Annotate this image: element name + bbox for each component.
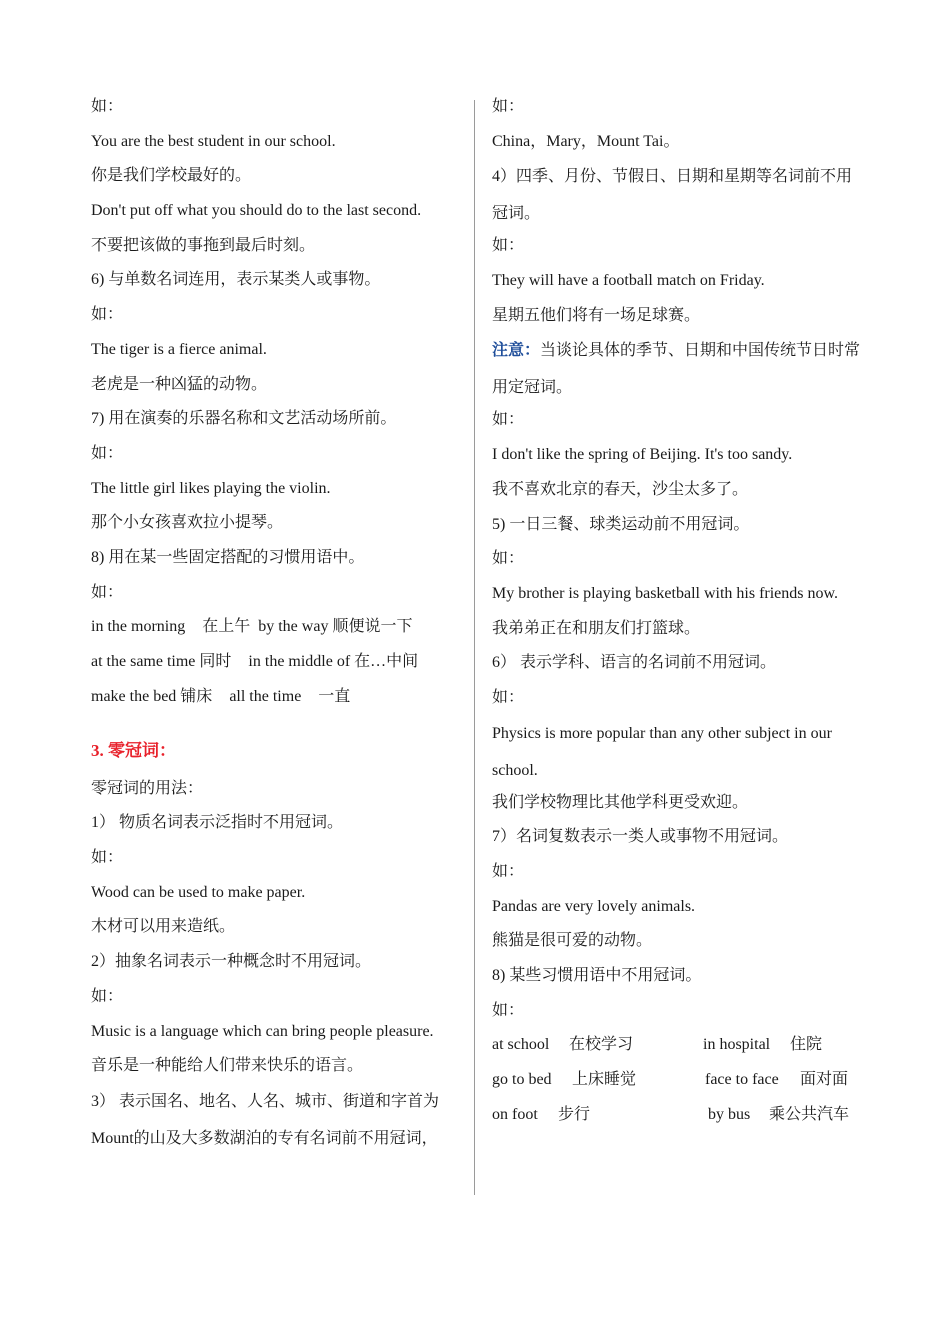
note bbox=[492, 332, 862, 406]
text-line: 如： bbox=[492, 237, 525, 255]
text-line: 8) 某些习惯用语中不用冠词。 bbox=[492, 967, 702, 985]
phrase-row bbox=[91, 652, 461, 672]
phrase: all the time bbox=[229, 687, 302, 705]
text-line: 不要把该做的事拖到最后时刻。 bbox=[91, 236, 316, 254]
phrase: in the middle of 在…中间 bbox=[248, 653, 419, 670]
text-line: 熊猫是很可爱的动物。 bbox=[492, 932, 653, 950]
phrase: face to face bbox=[705, 1071, 779, 1089]
text-line: Don't put off what you should do to the last second. bbox=[91, 202, 422, 220]
phrase-row bbox=[91, 687, 461, 707]
phrase-meaning: 在上午 bbox=[202, 618, 251, 636]
phrase: at the same time 同时 bbox=[91, 653, 232, 670]
phrase-meaning: 步行 bbox=[558, 1105, 591, 1123]
text-line: 1） 物质名词表示泛指时不用冠词。 bbox=[91, 814, 344, 832]
phrase-meaning: 在校学习 bbox=[569, 1036, 634, 1054]
left-column bbox=[91, 97, 461, 1161]
text-line: I don't like the spring of Beijing. It's too sandy. bbox=[492, 446, 793, 464]
text-line: The tiger is a fierce animal. bbox=[91, 340, 267, 358]
text-line: 我们学校物理比其他学科更受欢迎。 bbox=[492, 793, 749, 811]
text-line: The little girl likes playing the violin. bbox=[91, 479, 331, 497]
text-line: You are the best student in our school. bbox=[91, 132, 336, 150]
phrase-row bbox=[91, 617, 461, 637]
text-line: 如： bbox=[492, 688, 525, 706]
text-line: 7) 用在演奏的乐器名称和文艺活动场所前。 bbox=[91, 410, 397, 428]
text-line: 那个小女孩喜欢拉小提琴。 bbox=[91, 514, 284, 532]
text-line: 如： bbox=[91, 583, 124, 601]
rule-item: 4）四季、月份、节假日、日期和星期等名词前不用冠词。 bbox=[492, 168, 853, 223]
text-line: 2）抽象名词表示一种概念时不用冠词。 bbox=[91, 953, 372, 971]
phrase: in the morning bbox=[91, 618, 186, 636]
note-label: 注意： bbox=[492, 342, 541, 360]
text-line: 8) 用在某一些固定搭配的习惯用语中。 bbox=[91, 548, 365, 566]
text-line: 如： bbox=[91, 987, 124, 1005]
phrase: go to bed bbox=[492, 1071, 552, 1089]
text-line: 我不喜欢北京的春天，沙尘太多了。 bbox=[492, 480, 749, 498]
text-line: 如： bbox=[91, 98, 124, 115]
text-line: 如： bbox=[492, 863, 525, 880]
phrase-meaning: 住院 bbox=[790, 1036, 823, 1054]
text-line: Pandas are very lovely animals. bbox=[492, 897, 696, 915]
example-sentence: Physics is more popular than any other subject in our school. bbox=[492, 724, 832, 779]
column-divider bbox=[474, 100, 475, 1195]
phrase-meaning: 上床睡觉 bbox=[572, 1071, 637, 1089]
phrase: by the way 顺便说一下 bbox=[258, 618, 413, 636]
text-line: 如： bbox=[492, 98, 525, 115]
right-column bbox=[492, 97, 862, 1140]
text-line: 如： bbox=[91, 444, 124, 462]
phrase: make the bed 铺床 bbox=[91, 687, 213, 705]
text-line: 如： bbox=[492, 550, 525, 568]
text-line: 我弟弟正在和朋友们打篮球。 bbox=[492, 619, 701, 637]
phrase: in hospital bbox=[703, 1036, 771, 1054]
rule-item: 3） 表示国名、地名、人名、城市、街道和字首为Mount的山及大多数湖泊的专有名词前不用冠词， bbox=[91, 1092, 440, 1147]
phrase: on foot bbox=[492, 1105, 538, 1123]
text-line: Music is a language which can bring people pleasure. bbox=[91, 1022, 434, 1040]
phrase-meaning: 一直 bbox=[318, 687, 351, 705]
text-line: 你是我们学校最好的。 bbox=[91, 167, 252, 185]
text-line: 如： bbox=[492, 1001, 525, 1019]
phrase-meaning: 面对面 bbox=[800, 1071, 849, 1089]
text-line: 如： bbox=[91, 849, 124, 867]
text-line: They will have a football match on Friday. bbox=[492, 272, 765, 290]
text-line: 5) 一日三餐、球类运动前不用冠词。 bbox=[492, 515, 750, 533]
phrase: by bus bbox=[708, 1105, 751, 1123]
text-line: China，Mary，Mount Tai。 bbox=[492, 132, 680, 150]
text-line: My brother is playing basketball with his friends now. bbox=[492, 584, 839, 602]
text-line: 音乐是一种能给人们带来快乐的语言。 bbox=[91, 1057, 364, 1075]
text-line: 6) 与单数名词连用，表示某类人或事物。 bbox=[91, 271, 381, 289]
phrase-row bbox=[492, 1105, 862, 1125]
text-line: 7）名词复数表示一类人或事物不用冠词。 bbox=[492, 828, 789, 846]
text-line: 如： bbox=[492, 411, 525, 429]
text-line: 木材可以用来造纸。 bbox=[91, 918, 236, 936]
phrase-meaning: 乘公共汽车 bbox=[769, 1105, 850, 1123]
note-text: 当谈论具体的季节、日期和中国传统节日时常用定冠词。 bbox=[492, 342, 861, 397]
text-line: 老虎是一种凶猛的动物。 bbox=[91, 375, 268, 393]
text-line: 星期五他们将有一场足球赛。 bbox=[492, 306, 701, 324]
section-heading: 3. 零冠词： bbox=[91, 740, 176, 760]
text-line: Wood can be used to make paper. bbox=[91, 883, 306, 901]
text-line: 6） 表示学科、语言的名词前不用冠词。 bbox=[492, 654, 777, 672]
text-line: 零冠词的用法： bbox=[91, 779, 204, 797]
text-line: 如： bbox=[91, 306, 124, 324]
phrase-row bbox=[492, 1035, 862, 1055]
phrase: at school bbox=[492, 1036, 550, 1054]
phrase-row bbox=[492, 1070, 862, 1090]
